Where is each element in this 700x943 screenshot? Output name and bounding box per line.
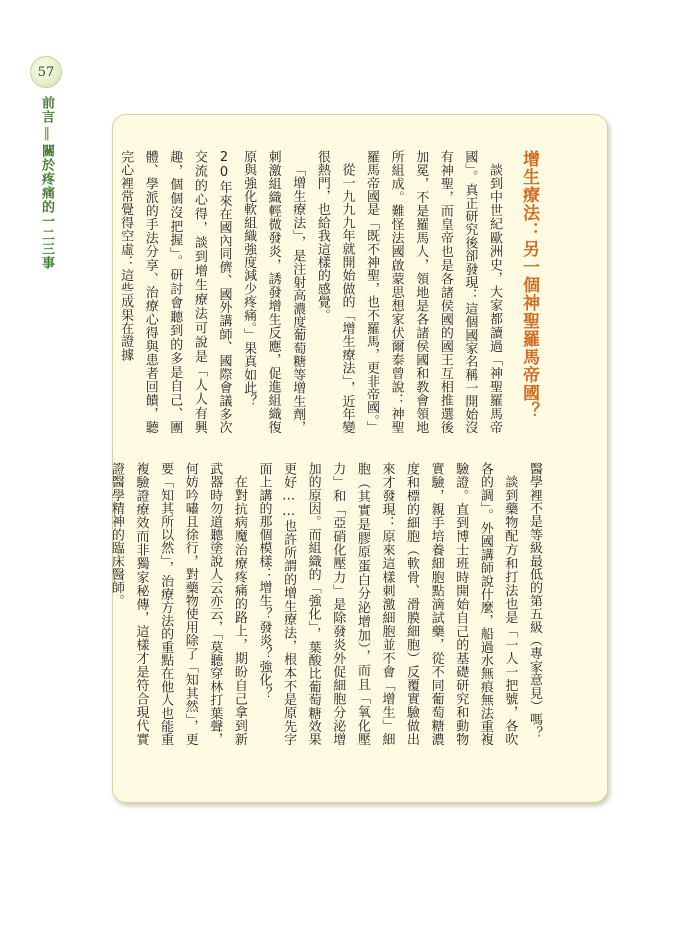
paragraph: 在對抗病魔治療疼痛的路上，期盼自己拿到新武器時勿道聽塗說人云亦云，「莫聽穿林打葉聲，何妨吟嘯且徐行，對藥物使用除了「知其然」，更要「知其所以然」，治療方法的重點在他人也能重複驗證療效而非獨家秘傳，這樣才是符合現代實證醫學精神的臨床醫師。 bbox=[108, 462, 247, 746]
article-bottom-half bbox=[108, 462, 546, 746]
paragraph: 談到藥物配方和打法也是「一人一把號，各吹各的調」。外國講師說什麼，船過水無痕無法重複驗證。直到博士班時開始自己的基礎研究和動物實驗，親手培養細胞點滴試藥，從不同葡萄糖濃度和標的細胞（軟骨、滑膜細胞）反覆實驗做出來才發現：原來這樣刺激細胞並不會「增生」細胞（其實是膠原蛋白分泌增加），而且「氧化壓力」和「亞硝化壓力」是除發炎外促細胞分泌增加的原因。而組織的「強化」，葉酸比葡萄糖效果更好……也許所謂的增生療法，根本不是原先字面上講的那個模樣：增生？發炎？強化？ bbox=[256, 462, 518, 746]
article-title: 增生療法：另一個神聖羅馬帝國？ bbox=[519, 150, 539, 420]
paragraph: 從一九九九年就開始做的「增生療法」，近年變很熱門，也給我這樣的感覺。 bbox=[314, 150, 355, 434]
page-number: 57 bbox=[30, 56, 62, 88]
paragraph: 「增生療法」，是注射高濃度葡萄糖等增生劑，刺激組織輕微發炎，誘發增生反應，促進組織復原與強化軟組織強度減少疼痛。」果真如此？ bbox=[241, 150, 306, 434]
running-head-separator: ‖ bbox=[39, 126, 54, 142]
paragraph: 談到中世紀歐洲史，大家都讀過「神聖羅馬帝國」。真正研究後卻發現：這個國家名稱一開始沒有神聖，而皇帝也是各諸侯國的國王互相推選後加冕，不是羅馬人，領地是各諸侯國和教會領地所組成。難怪法國啟蒙思想家伏爾泰曾說：神聖羅馬帝國是「既不神聖，也不羅馬，更非帝國。」 bbox=[364, 150, 502, 434]
running-head-part2: 關於疼痛的一二三事 bbox=[39, 144, 54, 270]
running-head-part1: 前言 bbox=[39, 96, 54, 124]
running-head bbox=[38, 96, 54, 270]
paragraph: 醫學裡不是等級最低的第五級（專家意見）嗎？ bbox=[527, 462, 542, 740]
paragraph: 20年來在國內同儕、國外講師、國際會議多次交流的心得，談到增生療法可說是「人人有興趣，個個沒把握」。研討會聽到的多是自己、團體、學派的手法分享、治療心得與患者回饋，聽完心裡常覺得空虛：這些成果在證據 bbox=[118, 150, 232, 434]
article-top-half bbox=[118, 150, 546, 434]
article bbox=[108, 150, 546, 790]
